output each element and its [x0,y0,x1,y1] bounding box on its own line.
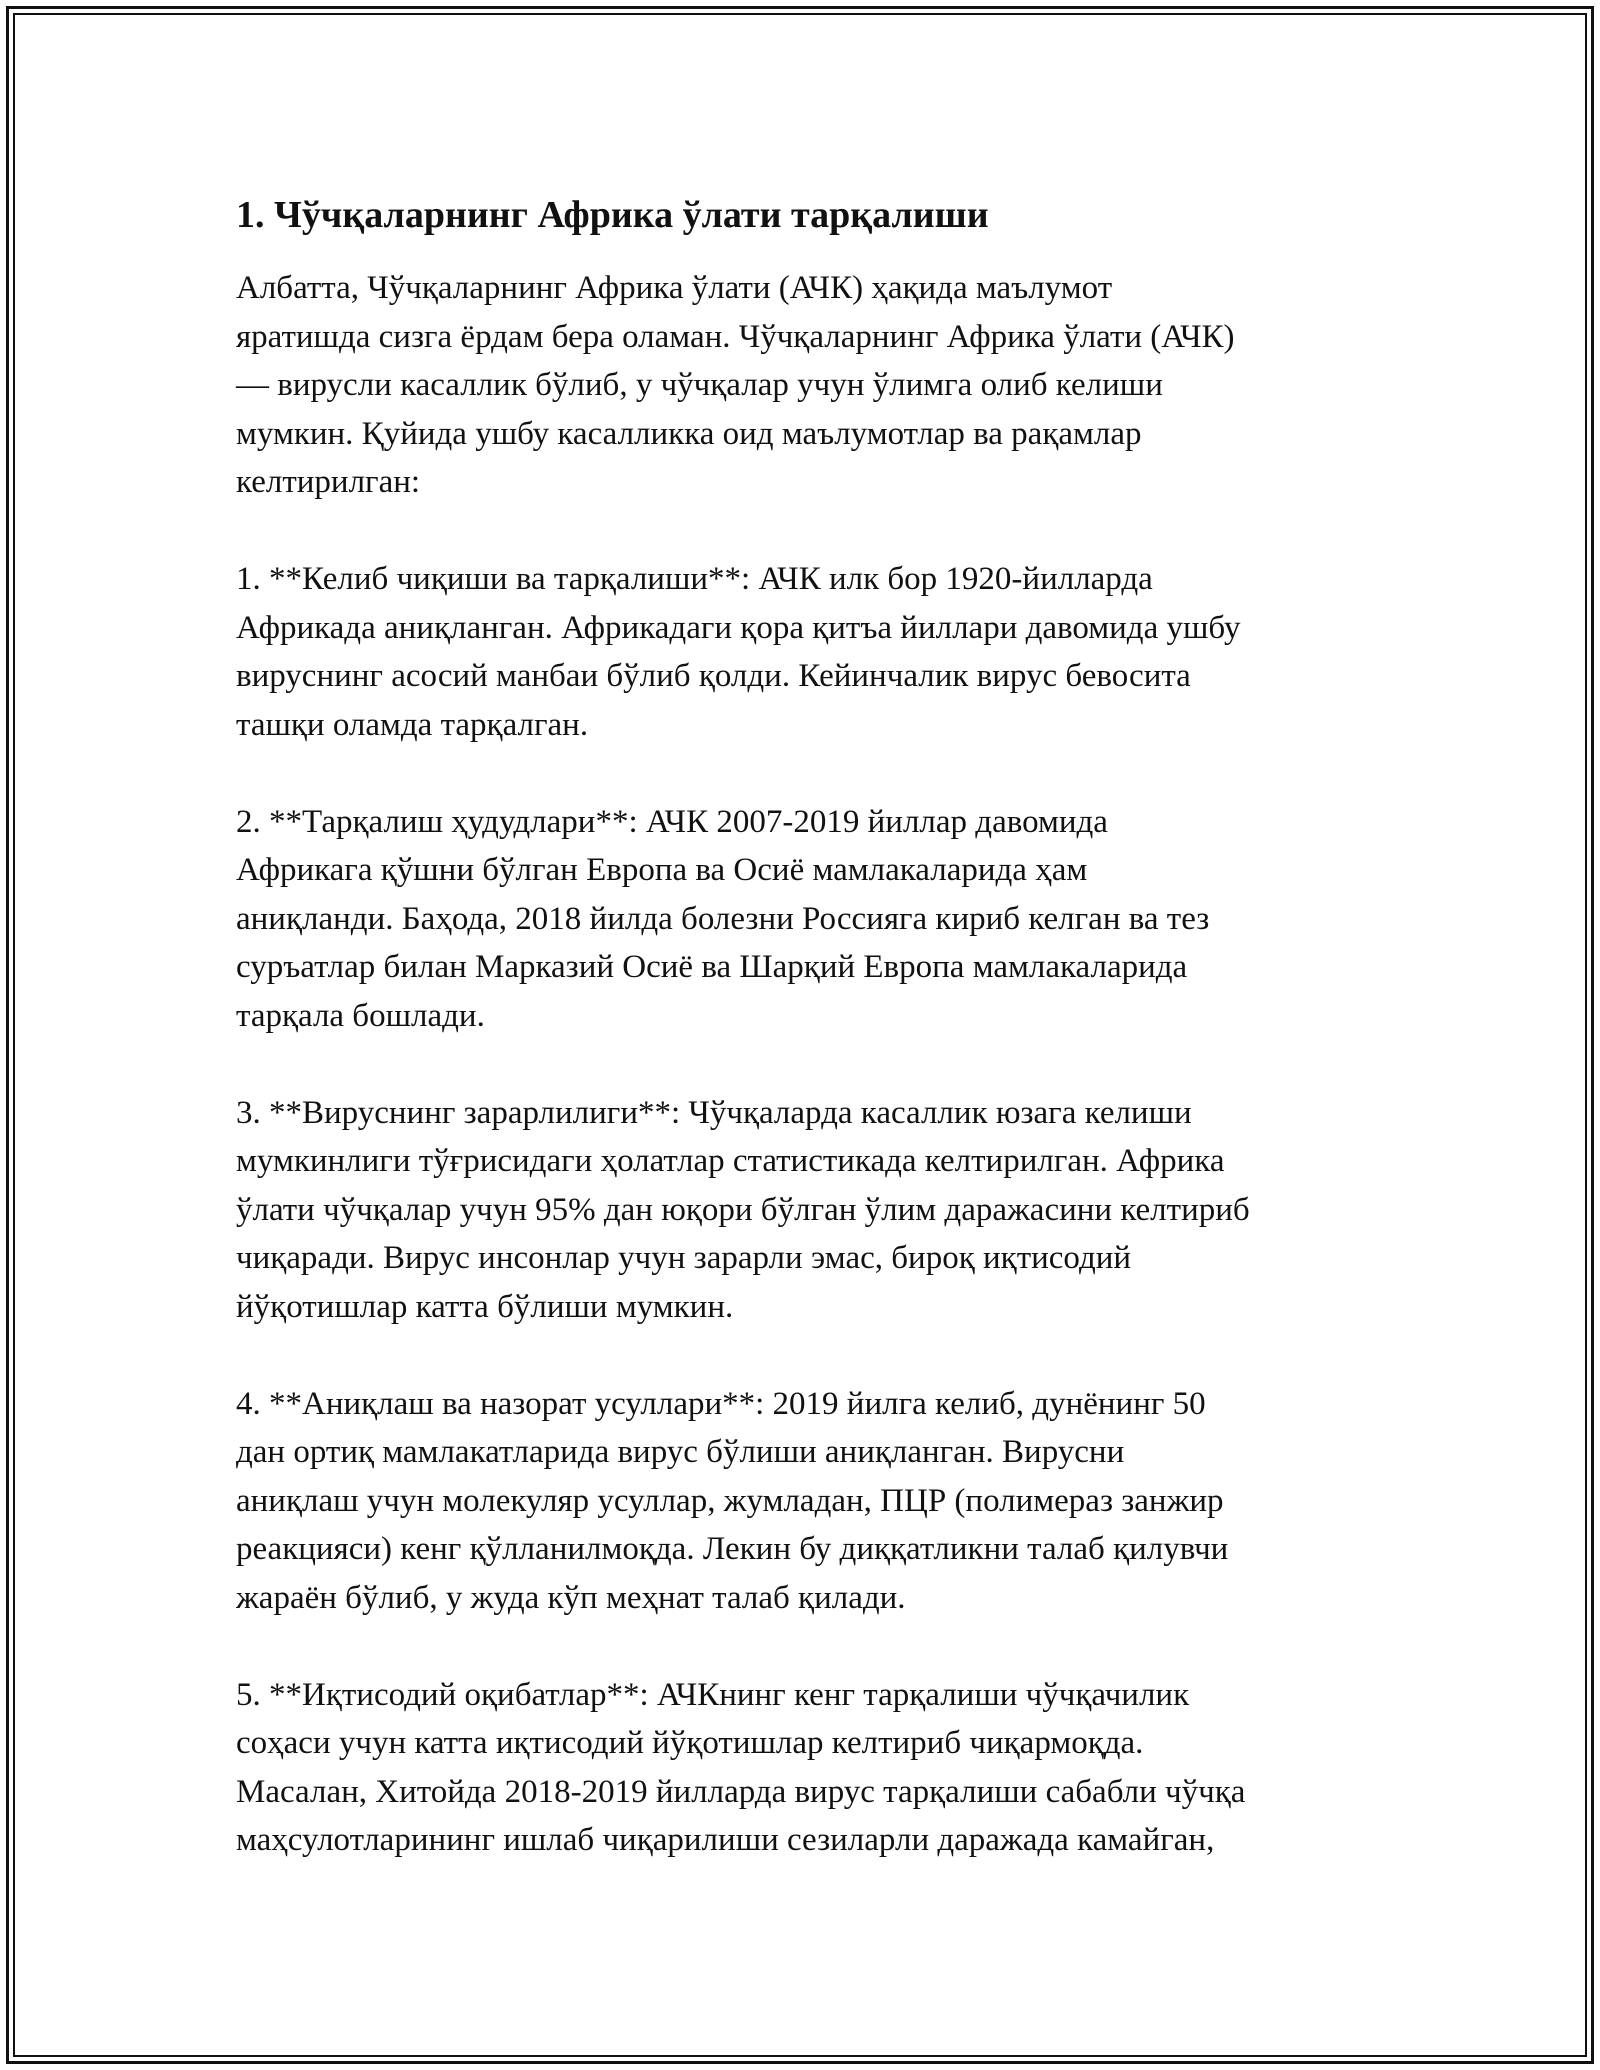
text-line: Масалан, Хитойда 2018-2019 йилларда вирус тарқалиши сабабли чўчқа [236,1773,1246,1810]
text-line: яратишда сизга ёрдам бера оламан. Чўчқаларнинг Африка ўлати (АЧК) [236,318,1235,355]
text-line: Албатта, Чўчқаларнинг Африка ўлати (АЧК) ҳақида маълумот [236,270,1113,306]
text-line: чиқаради. Вирус инсонлар учун зарарли эмас, бироқ иқтисодий [236,1240,1132,1276]
text-line: аниқлаш учун молекуляр усуллар, жумладан, ПЦР (полимераз занжир [236,1482,1224,1519]
text-line: дан ортиқ мамлакатларида вирус бўлиши аниқланган. Вирусни [236,1434,1125,1470]
text-line: жараён бўлиб, у жуда кўп меҳнат талаб қилади. [236,1579,906,1616]
text-line: соҳаси учун катта иқтисодий йўқотишлар келтириб чиқармоқда. [236,1725,1144,1761]
text-line: 5. **Иқтисодий оқибатлар**: АЧКнинг кенг тарқалиши чўчқачилик [236,1676,1190,1713]
text-line: реакцияси) кенг қўлланилмоқда. Лекин бу диққатликни талаб қилувчи [236,1531,1229,1567]
text-line: маҳсулотларининг ишлаб чиқарилиши сезиларли даражада камайган, [236,1822,1215,1858]
section-detection-paragraph [236,1380,1366,1623]
section-spread-paragraph [236,798,1366,1041]
text-line: вируснинг асосий манбаи бўлиб қолди. Кейинчалик вирус бевосита [236,658,1191,694]
text-line: 3. **Вируснинг зарарлилиги**: Чўчқаларда касаллик юзага келиши [236,1094,1192,1131]
text-line: келтирилган: [236,464,421,500]
text-line: мумкин. Қуйида ушбу касалликка оид маълумотлар ва рақамлар [236,415,1142,452]
text-line: Африкада аниқланган. Африкадаги қора қитъа йиллари давомида ушбу [236,609,1241,646]
section-harm-paragraph [236,1089,1366,1332]
text-line: суръатлар билан Марказий Осиё ва Шарқий Европа мамлакаларида [236,949,1188,985]
text-line: аниқланди. Баҳода, 2018 йилда болезни Россияга кириб келган ва тез [236,900,1210,937]
document-body [236,190,1366,1913]
section-economic-paragraph [236,1671,1366,1865]
text-line: ташқи оламда тарқалган. [236,706,589,743]
intro-paragraph [236,264,1366,507]
text-line: 1. **Келиб чиқиши ва тарқалиши**: АЧК илк бор 1920-йилларда [236,561,1153,597]
text-line: йўқотишлар катта бўлиши мумкин. [236,1288,734,1325]
text-line: 4. **Аниқлаш ва назорат усуллари**: 2019 йилга келиб, дунёнинг 50 [236,1385,1206,1422]
text-line: 2. **Тарқалиш ҳудудлари**: АЧК 2007-2019 йиллар давомида [236,803,1108,840]
section-origin-paragraph [236,555,1366,749]
text-line: ўлати чўчқалар учун 95% дан юқори бўлган ўлим даражасини келтириб [236,1191,1250,1228]
text-line: Африкага қўшни бўлган Европа ва Осиё мамлакаларида ҳам [236,852,1088,888]
text-line: мумкинлиги тўғрисидаги ҳолатлар статистикада келтирилган. Африка [236,1143,1225,1179]
text-line: — вирусли касаллик бўлиб, у чўчқалар учун ўлимга олиб келиши [236,367,1163,403]
document-title: 1. Чўчқаларнинг Африка ўлати тарқалиши [236,194,989,236]
text-line: тарқала бошлади. [236,997,485,1034]
